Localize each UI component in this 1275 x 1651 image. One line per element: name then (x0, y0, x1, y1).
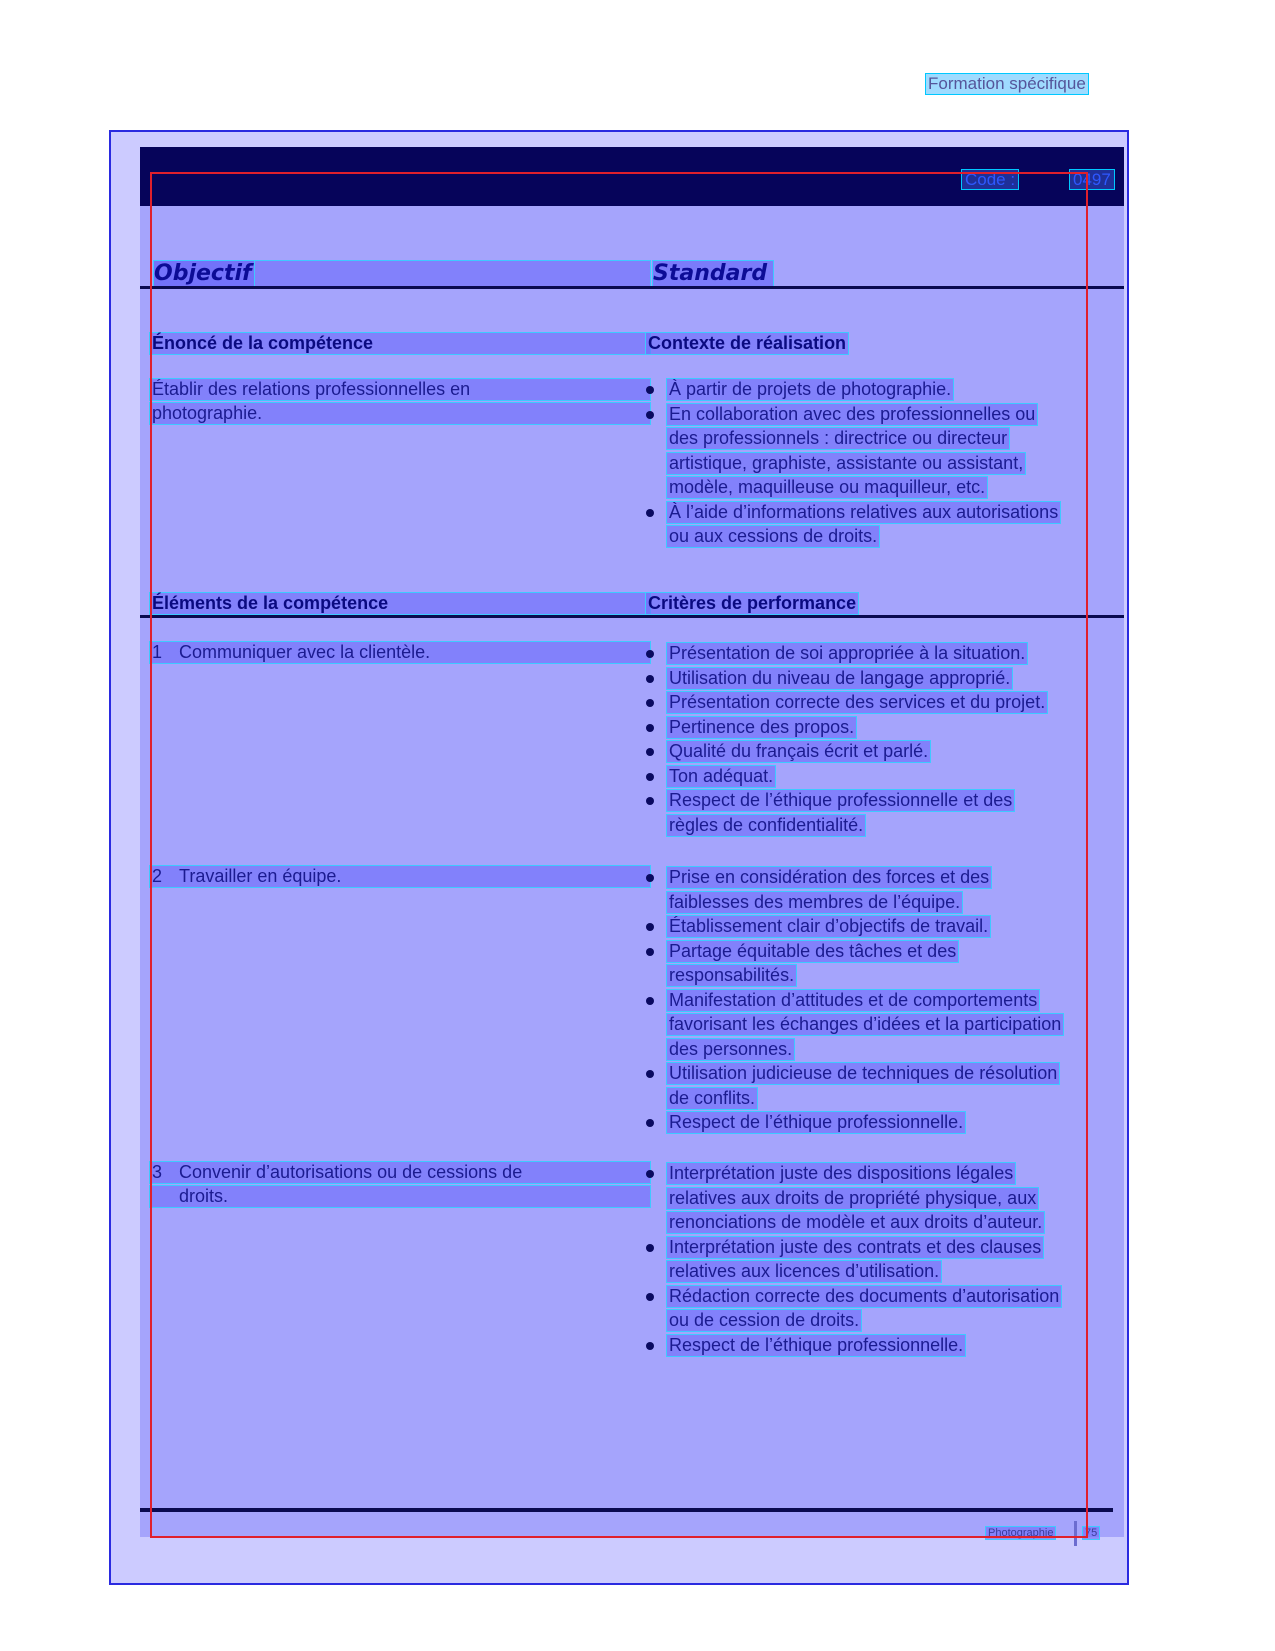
page-number: 75 (1085, 1527, 1098, 1539)
content-area (140, 147, 1124, 1537)
bullet-icon (646, 773, 654, 781)
bullet-line: À l’aide d’informations relatives aux autorisations (669, 501, 1059, 522)
bullet-line: Rédaction correcte des documents d’autorisation (669, 1285, 1060, 1306)
element-text: Convenir d’autorisations ou de cessions de (179, 1162, 523, 1182)
footer-rule (140, 1508, 1113, 1512)
bullet-icon (646, 675, 654, 683)
standard-title: Standard (653, 261, 773, 286)
bullet-line: Interprétation juste des contrats et des clauses (669, 1236, 1042, 1257)
bullet-line: renonciations de modèle et aux droits d’auteur. (669, 1212, 1043, 1232)
bullet-line: responsabilités. (669, 965, 795, 985)
bullet-icon (646, 411, 654, 419)
bullet-line: favorisant les échanges d’idées et la participation (669, 1014, 1062, 1034)
title-rule (140, 286, 1124, 289)
bullet-icon (646, 1293, 654, 1301)
bullet-line: Pertinence des propos. (669, 716, 855, 737)
bullet-line: artistique, graphiste, assistante ou assistant, (669, 452, 1024, 473)
bullet-icon (646, 1342, 654, 1350)
footer-tick (1074, 1521, 1077, 1546)
bullet-line: Qualité du français écrit et parlé. (669, 741, 929, 761)
criteres-heading: Critères de performance (648, 593, 857, 613)
bullet-line: des professionnels : directrice ou directeur (669, 428, 1008, 448)
elements-heading: Éléments de la compétence (152, 593, 389, 613)
bullet-line: Présentation de soi appropriée à la situation. (669, 643, 1026, 663)
element-text: Communiquer avec la clientèle. (179, 642, 431, 662)
bullet-line: Respect de l’éthique professionnelle. (669, 1334, 964, 1355)
competence-line-2: photographie. (152, 403, 263, 423)
bullet-line: Interprétation juste des dispositions légales (669, 1163, 1014, 1183)
running-head: Formation spécifique (928, 74, 1086, 93)
bullet-line: En collaboration avec des professionnelles ou (669, 403, 1036, 424)
bullet-line: ou de cession de droits. (669, 1310, 860, 1330)
element-number: 1 (152, 642, 163, 662)
bullet-icon (646, 386, 654, 394)
bullet-icon (646, 699, 654, 707)
bullet-icon (646, 650, 654, 658)
bullet-line: des personnes. (669, 1038, 793, 1059)
bullet-icon (646, 923, 654, 931)
element-text: droits. (179, 1186, 229, 1206)
bullet-line: Ton adéquat. (669, 765, 774, 786)
competence-line-1: Établir des relations professionnelles en (152, 379, 471, 399)
code-label: Code : (962, 170, 1018, 189)
contexte-heading: Contexte de réalisation (648, 333, 847, 353)
bullet-icon (646, 997, 654, 1005)
bullet-line: Prise en considération des forces et des (669, 867, 990, 887)
bullet-icon (646, 1119, 654, 1127)
bullet-line: Respect de l’éthique professionnelle. (669, 1112, 964, 1132)
bullet-line: Établissement clair d’objectifs de travail. (669, 916, 989, 936)
bullet-line: Respect de l’éthique professionnelle et des (669, 790, 1013, 810)
bullet-line: À partir de projets de photographie. (669, 379, 952, 399)
bullet-icon (646, 1070, 654, 1078)
bullet-line: relatives aux licences d’utilisation. (669, 1261, 940, 1281)
bullet-icon (646, 948, 654, 956)
element-text: Travailler en équipe. (179, 866, 342, 886)
bullet-line: ou aux cessions de droits. (669, 526, 878, 546)
element-number: 2 (152, 866, 163, 886)
bullet-line: règles de confidentialité. (669, 814, 864, 835)
objectif-title: Objectif (154, 261, 254, 286)
bullet-line: faiblesses des membres de l’équipe. (669, 891, 961, 912)
bullet-icon (646, 1170, 654, 1178)
code-value: 0497 (1070, 170, 1114, 189)
bullet-line: Manifestation d’attitudes et de comportements (669, 989, 1038, 1010)
bullet-icon (646, 874, 654, 882)
elements-rule (140, 615, 1124, 618)
bullet-icon (646, 797, 654, 805)
element-number: 3 (152, 1162, 163, 1182)
bullet-line: Partage équitable des tâches et des (669, 940, 957, 961)
bullet-icon (646, 1244, 654, 1252)
bullet-line: de conflits. (669, 1087, 756, 1108)
bullet-line: Utilisation du niveau de langage approprié. (669, 667, 1011, 688)
competence-heading: Énoncé de la compétence (152, 333, 374, 353)
bullet-line: relatives aux droits de propriété physique, aux (669, 1187, 1037, 1208)
bullet-icon (646, 509, 654, 517)
footer-label: Photographie (988, 1527, 1054, 1539)
bullet-icon (646, 724, 654, 732)
bullet-line: modèle, maquilleuse ou maquilleur, etc. (669, 477, 986, 497)
bullet-line: Utilisation judicieuse de techniques de résolution (669, 1063, 1058, 1083)
bullet-line: Présentation correcte des services et du projet. (669, 692, 1046, 712)
bullet-icon (646, 748, 654, 756)
